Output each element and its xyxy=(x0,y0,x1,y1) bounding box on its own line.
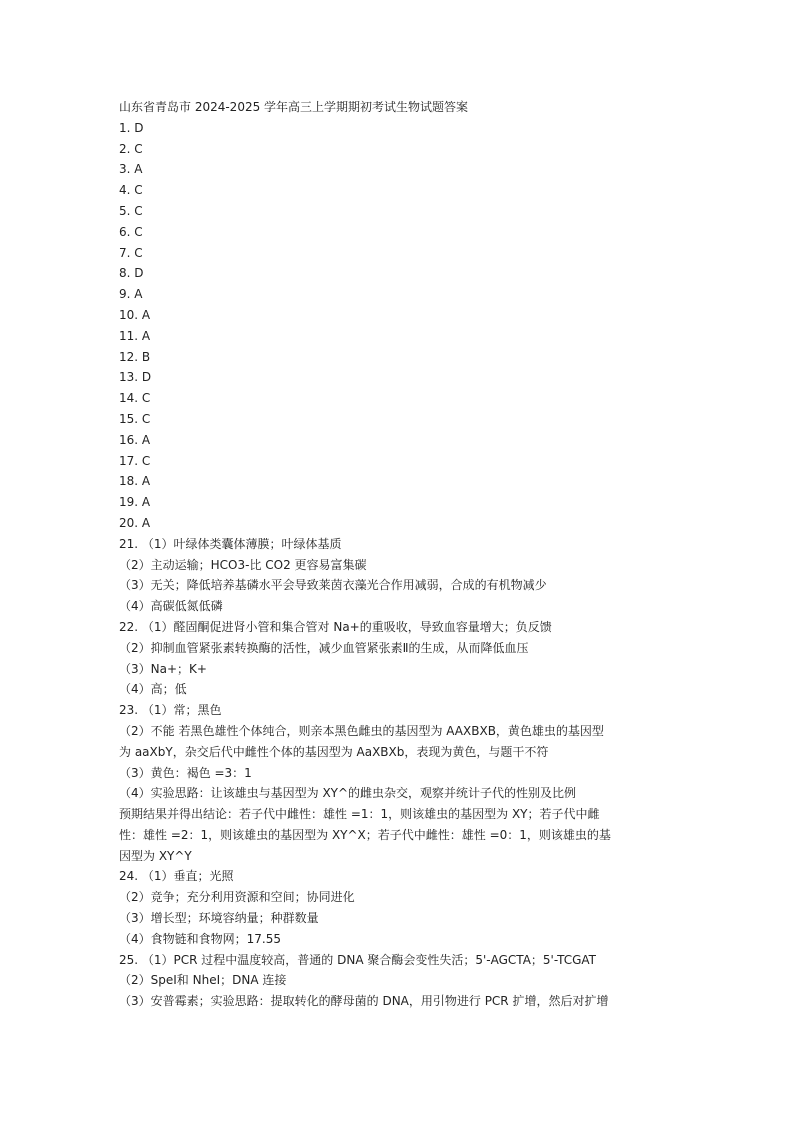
answer-line: 7. C xyxy=(119,245,143,260)
answer-line: 为 aaXbY，杂交后代中雌性个体的基因型为 AaXBXb，表现为黄色，与题干不符 xyxy=(119,744,549,759)
answer-line: 18. A xyxy=(119,474,151,489)
answer-line: （3）无关；降低培养基磷水平会导致莱茵衣藻光合作用减弱，合成的有机物减少 xyxy=(119,578,547,593)
answer-line: 15. C xyxy=(119,411,151,426)
answer-line: 6. C xyxy=(119,224,143,239)
answer-line: 3. A xyxy=(119,162,143,177)
answer-line: 16. A xyxy=(119,432,151,447)
answer-line: （2）SpeⅠ和 NheⅠ；DNA 连接 xyxy=(119,973,287,988)
answer-line: 23. （1）常；黑色 xyxy=(119,703,222,718)
answer-line: 21. （1）叶绿体类囊体薄膜；叶绿体基质 xyxy=(119,536,342,551)
document-title: 山东省青岛市 2024-2025 学年高三上学期期初考试生物试题答案 xyxy=(119,100,469,114)
answer-line: （3）Na+；K+ xyxy=(119,661,207,676)
answer-line: 20. A xyxy=(119,515,151,530)
answer-line: （4）高碳低氮低磷 xyxy=(119,599,223,614)
answer-line: 因型为 XY^Y xyxy=(119,848,192,863)
answer-line: （2）不能 若黑色雄性个体纯合，则亲本黑色雌虫的基因型为 AAXBXB，黄色雄虫的基因型 xyxy=(119,723,604,738)
answer-line: 13. D xyxy=(119,370,152,385)
answer-line: （2）主动运输；HCO3-比 CO2 更容易富集碳 xyxy=(119,557,367,572)
answer-line: （3）增长型；环境容纳量；种群数量 xyxy=(119,911,319,926)
answer-line: （4）食物链和食物网；17.55 xyxy=(119,931,281,946)
answer-line: 性：雄性 =2：1，则该雄虫的基因型为 XY^X；若子代中雌性：雄性 =0：1，则该雄虫的基 xyxy=(119,827,611,842)
answer-line: 17. C xyxy=(119,453,151,468)
answer-line: 8. D xyxy=(119,266,144,281)
answer-line: 5. C xyxy=(119,203,143,218)
answer-line: （2）抑制血管紧张素转换酶的活性，减少血管紧张素Ⅱ的生成，从而降低血压 xyxy=(119,640,529,655)
answer-line: 25. （1）PCR 过程中温度较高，普通的 DNA 聚合酶会变性失活；5'-AGCTA；5'-TCGAT xyxy=(119,952,596,967)
answer-line: （3）安普霉素；实验思路：提取转化的酵母菌的 DNA，用引物进行 PCR 扩增，然后对扩增 xyxy=(119,994,609,1009)
answer-line: （4）实验思路：让该雄虫与基因型为 XY^的雌虫杂交，观察并统计子代的性别及比例 xyxy=(119,786,577,801)
answer-line: 14. C xyxy=(119,391,151,406)
answer-line: 12. B xyxy=(119,349,151,364)
answer-line: （2）竞争；充分利用资源和空间；协同进化 xyxy=(119,890,355,905)
answer-line: 22. （1）醛固酮促进肾小管和集合管对 Na+的重吸收，导致血容量增大；负反馈 xyxy=(119,619,552,634)
answer-line: 24. （1）垂直；光照 xyxy=(119,869,234,884)
answer-line: 2. C xyxy=(119,141,143,156)
answer-line: 11. A xyxy=(119,328,151,343)
answer-line xyxy=(119,1012,689,1033)
answer-text-block xyxy=(119,97,689,1054)
answer-line: 19. A xyxy=(119,495,151,510)
answer-line: （3）黄色：褐色 =3：1 xyxy=(119,765,252,780)
answer-line: 10. A xyxy=(119,307,151,322)
answer-line: 预期结果并得出结论：若子代中雌性：雄性 =1：1，则该雄虫的基因型为 XY；若子代中雌 xyxy=(119,807,600,822)
answer-line: （4）高；低 xyxy=(119,682,187,697)
answer-line: 1. D xyxy=(119,120,144,135)
answer-line: 9. A xyxy=(119,287,143,302)
answer-line: 4. C xyxy=(119,183,143,198)
answer-line xyxy=(119,1033,689,1054)
